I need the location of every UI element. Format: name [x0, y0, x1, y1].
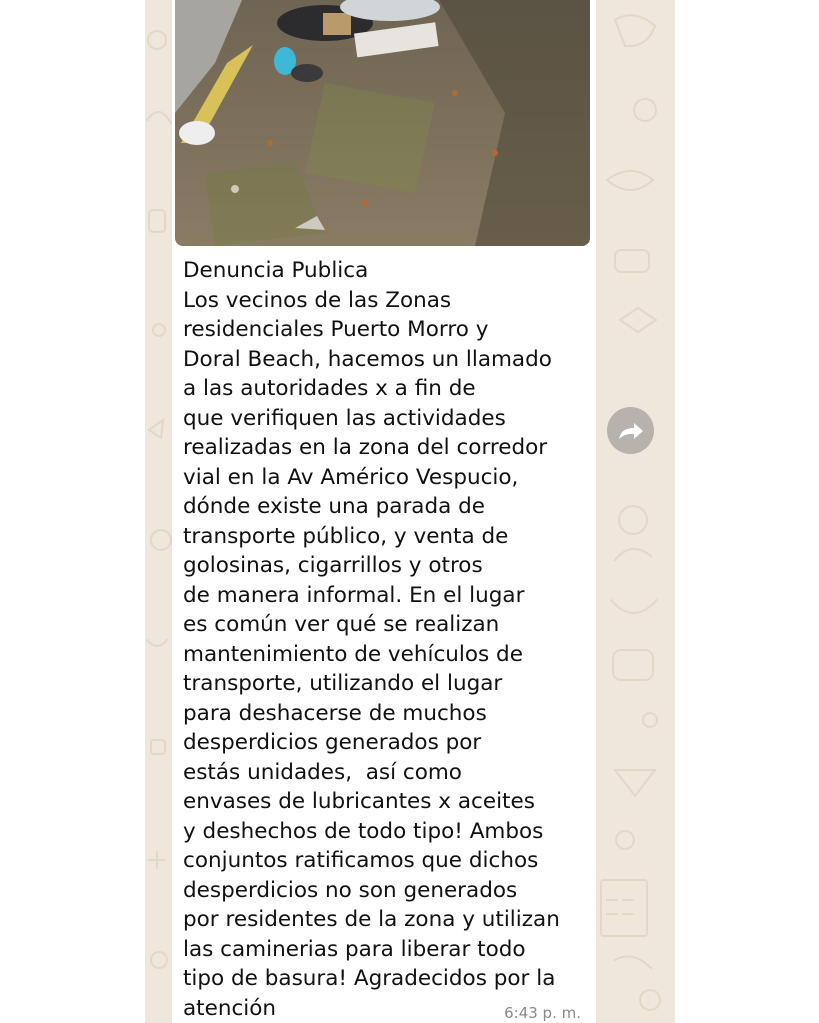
chat-background [145, 0, 675, 1023]
message-bubble[interactable] [172, 0, 596, 1023]
message-timestamp: 6:43 p. m. [504, 1004, 581, 1022]
forward-button[interactable] [607, 407, 654, 454]
attached-photo[interactable] [175, 0, 590, 246]
forward-arrow-icon [616, 420, 646, 442]
photo-litter-roadside [175, 0, 590, 246]
message-text: Denuncia Publica Los vecinos de las Zonas residenciales Puerto Morro y Doral Beach, hacemos un llamado a las autoridades x a fin de que verifiquen las actividades realizadas en la zona del corredor vial en la Av Américo Vespucio, dónde existe una parada de transporte público, y venta de golosinas, cigarrillos y otros de manera informal. En el lugar es común ver qué se realizan mantenimiento de vehículos de transporte, utilizando el lugar para deshacerse de muchos desperdicios generados por estás unidades, así como envases de lubricantes x aceites y deshechos de todo tipo! Ambos conjuntos ratificamos que dichos desperdicios no son generados por residentes de la zona y utilizan las caminerias para liberar todo tipo de basura! Agradecidos por la atención [183, 258, 560, 1021]
